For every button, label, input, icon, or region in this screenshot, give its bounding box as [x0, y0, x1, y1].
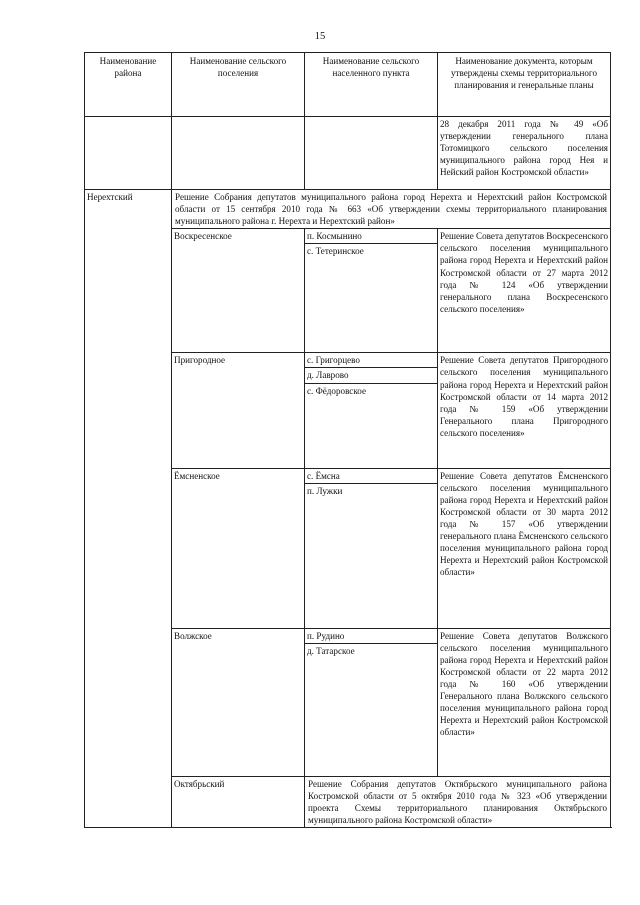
document-cell: Решение Совета депутатов Воскресенского сельского поселения муниципального района город Нерехта и Нерехтский район Костромской области от 27 марта 2012 года № 124 «Об утверждении генерального плана Воскресенского сельского поселения»: [438, 229, 611, 353]
document-cell: Решение Совета депутатов Ёмсненского сельского поселения муниципального района город Нерехта и Нерехтский район Костромской области от 30 марта 2012 года № 157 «Об утверждении генерального плана Ёмсненского сельского поселения муниципального района город Нерехта и Нерехтский район Костромской области»: [438, 468, 611, 628]
territorial-planning-table: [84, 52, 611, 828]
header-settlement: Наименование сельского поселения: [172, 53, 305, 117]
locality-cell: п. Лужки: [305, 483, 438, 628]
locality-cell: с. Фёдоровское: [305, 383, 438, 468]
page-number: 15: [314, 31, 326, 42]
header-district: Наименование района: [85, 53, 172, 117]
table-row: [85, 117, 611, 190]
header-document: Наименование документа, которым утверждены схемы территориального планирования и генеральные планы: [438, 53, 611, 117]
district-cell-oktyabrsky: Октябрьский: [172, 776, 305, 827]
table-header-row: [85, 53, 611, 117]
locality-cell: п. Космынино: [305, 229, 438, 244]
locality-cell: с. Григорцево: [305, 353, 438, 368]
locality-cell: с. Тетеринское: [305, 244, 438, 353]
document-cell: 28 декабря 2011 года № 49 «Об утверждении генерального плана Тотомицкого сельского поселения муниципального района город Нея и Нейский район Костромской области»: [438, 117, 611, 190]
header-locality: Наименование сельского населенного пункта: [305, 53, 438, 117]
settlement-cell: Волжское: [172, 628, 305, 776]
settlement-cell: Воскресенское: [172, 229, 305, 353]
district-cell-nerekhta: Нерехтский: [85, 190, 172, 828]
settlement-cell: Ёмсненское: [172, 468, 305, 628]
settlement-cell: Пригородное: [172, 353, 305, 468]
table-row: [85, 190, 611, 229]
locality-cell: [305, 117, 438, 190]
settlement-cell: [172, 117, 305, 190]
district-document-cell: Решение Собрания депутатов Октябрьского муниципального района Костромской области от 5 октября 2010 года № 323 «Об утверждении проекта Схемы территориального планирования Октябрьского муниципального района Костромской области»: [305, 776, 611, 827]
locality-cell: д. Лаврово: [305, 368, 438, 383]
locality-cell: п. Рудино: [305, 628, 438, 643]
district-cell: [85, 117, 172, 190]
document-cell: Решение Совета депутатов Волжского сельского поселения муниципального района город Нерехта и Нерехтский район Костромской области от 22 марта 2012 года № 160 «Об утверждении Генерального плана Волжского сельского поселения муниципального района город Нерехта и Нерехтский район Костромской области»: [438, 628, 611, 776]
locality-cell: с. Ёмсна: [305, 468, 438, 483]
district-document-cell: Решение Собрания депутатов муниципального района город Нерехта и Нерехтский район Костромской области от 15 сентября 2010 года № 663 «Об утверждении схемы территориального планирования муниципального района г. Нерехта и Нерехтский район»: [172, 190, 611, 229]
locality-cell: д. Татарское: [305, 643, 438, 776]
document-cell: Решение Совета депутатов Пригородного сельского поселения муниципального района город Нерехта и Нерехтский район Костромской области от 14 марта 2012 года № 159 «Об утверждении Генерального плана Пригородного сельского поселения»: [438, 353, 611, 468]
